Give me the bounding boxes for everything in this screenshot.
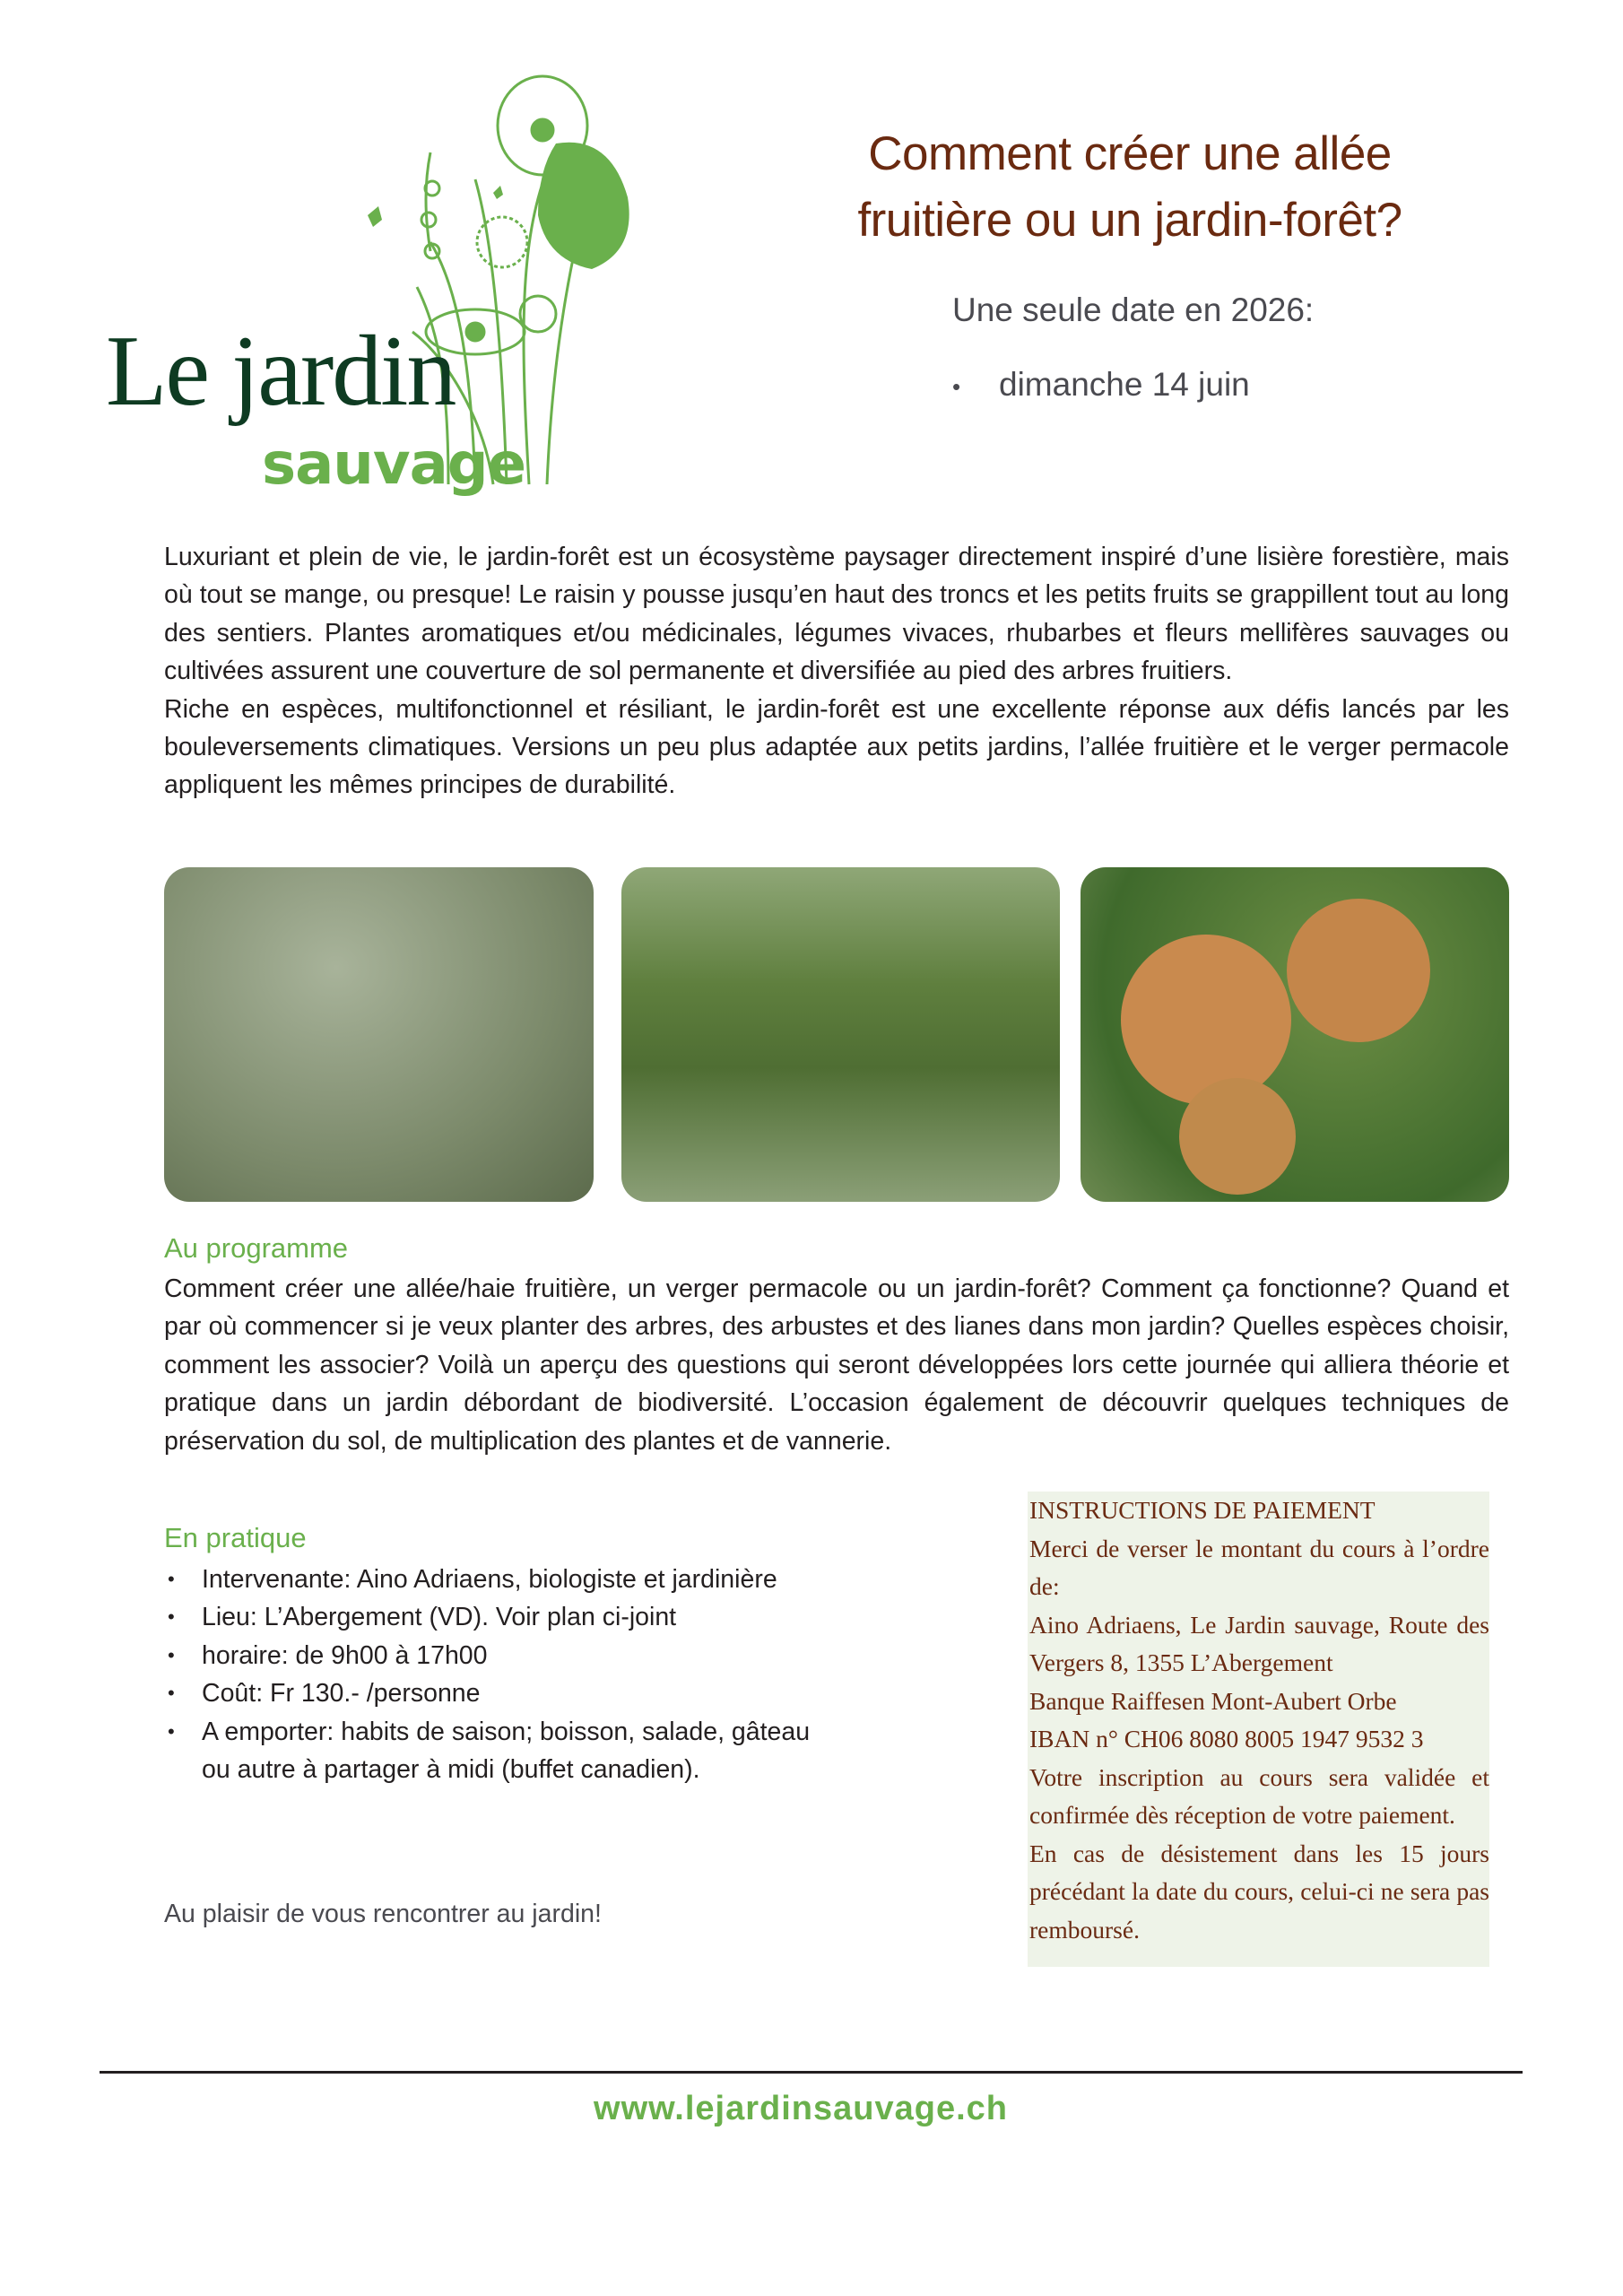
programme-text: Comment créer une allée/haie fruitière, un verger permacole ou un jardin-forêt? Comment ça fonctionne? Quand et par où commencer si je veux planter des arbres, des arbustes et des lianes dans mon jardin? Quelles espèces choisir, comment les associer? Voilà un aperçu des questions qui seront développées lors cette journée qui alliera théorie et pratique dans un jardin débordant de biodiversité. L’occasion également de découvrir quelques techniques de préservation du sol, de multiplication des plantes et de vannerie. (164, 1274, 1509, 1456)
pears-illustration (1081, 867, 1509, 1202)
payment-line: Votre inscription au cours sera validée et confirmée dès réception de votre paiement. (1029, 1762, 1489, 1829)
website-link[interactable]: www.lejardinsauvage.ch (594, 2090, 1008, 2127)
payment-line: Merci de verser le montant du cours à l’ordre de: (1029, 1534, 1489, 1600)
payment-heading: INSTRUCTIONS DE PAIEMENT (1029, 1496, 1376, 1524)
list-item: • A emporter: habits de saison; boisson, salade, gâteau ou autre à partager à midi (buffet canadien). (164, 1713, 828, 1789)
programme-heading: Au programme (164, 1232, 349, 1264)
logo-text-le-jardin: Le jardin (106, 316, 456, 427)
list-item: • Intervenante: Aino Adriaens, biologiste et jardinière (164, 1561, 828, 1598)
title-line-1: Comment créer une allée (868, 127, 1392, 180)
photo-hand-holding-sapling (164, 867, 594, 1202)
photo-garden-hammock (621, 867, 1060, 1202)
list-item: • Coût: Fr 130.- /personne (164, 1674, 828, 1712)
logo-flowers-illustration (99, 63, 637, 498)
list-item: • Lieu: L’Abergement (VD). Voir plan ci-joint (164, 1598, 828, 1636)
date-label: Une seule date en 2026: (952, 291, 1315, 328)
intro-paragraph-2: Riche en espèces, multifonctionnel et résiliant, le jardin-forêt est une excellente réponse aux défis lancés par les bouleversements climatiques. Versions un peu plus adaptée aux petits jardins, l’allée fruitière et le verger permacole appliquent les mêmes principes de durabilité. (164, 694, 1509, 800)
payment-instructions-box (1028, 1492, 1489, 1967)
logo-text-sauvage: sauvage (262, 431, 525, 498)
payment-iban: IBAN n° CH06 8080 8005 1947 9532 3 (1029, 1725, 1424, 1752)
intro-paragraph-1: Luxuriant et plein de vie, le jardin-forêt est un écosystème paysager directement inspiré d’une lisière forestière, mais où tout se mange, ou presque! Le raisin y pousse jusqu’en haut des troncs et les petits fruits se grappillent tout au long des sentiers. Plantes aromatiques et/ou médicinales, légumes vivaces, rhubarbes et fleurs mellifères sauvages ou cultivées assurent une couverture de sol permanente et diversifiée au pied des arbres fruitiers. (164, 543, 1509, 686)
date-item (952, 366, 1250, 404)
payment-line: En cas de désistement dans les 15 jours précédant la date du cours, celui-ci ne sera pas remboursé. (1029, 1839, 1489, 1944)
bullet-icon: • (952, 372, 961, 400)
payment-address: Aino Adriaens, Le Jardin sauvage, Route des Vergers 8, 1355 L’Abergement (1029, 1610, 1489, 1676)
page-title (789, 121, 1471, 254)
pratique-list (164, 1561, 828, 1788)
pratique-heading: En pratique (164, 1522, 307, 1553)
title-line-2: fruitière ou un jardin-forêt? (857, 194, 1402, 247)
list-item: • horaire: de 9h00 à 17h00 (164, 1637, 828, 1674)
photo-asian-pears (1081, 867, 1509, 1202)
date-text: dimanche 14 juin (999, 366, 1250, 403)
intro-text (164, 538, 1509, 804)
closing-text: Au plaisir de vous rencontrer au jardin! (164, 1900, 602, 1928)
payment-bank: Banque Raiffesen Mont-Aubert Orbe (1029, 1686, 1397, 1715)
footer-divider (100, 2071, 1523, 2074)
